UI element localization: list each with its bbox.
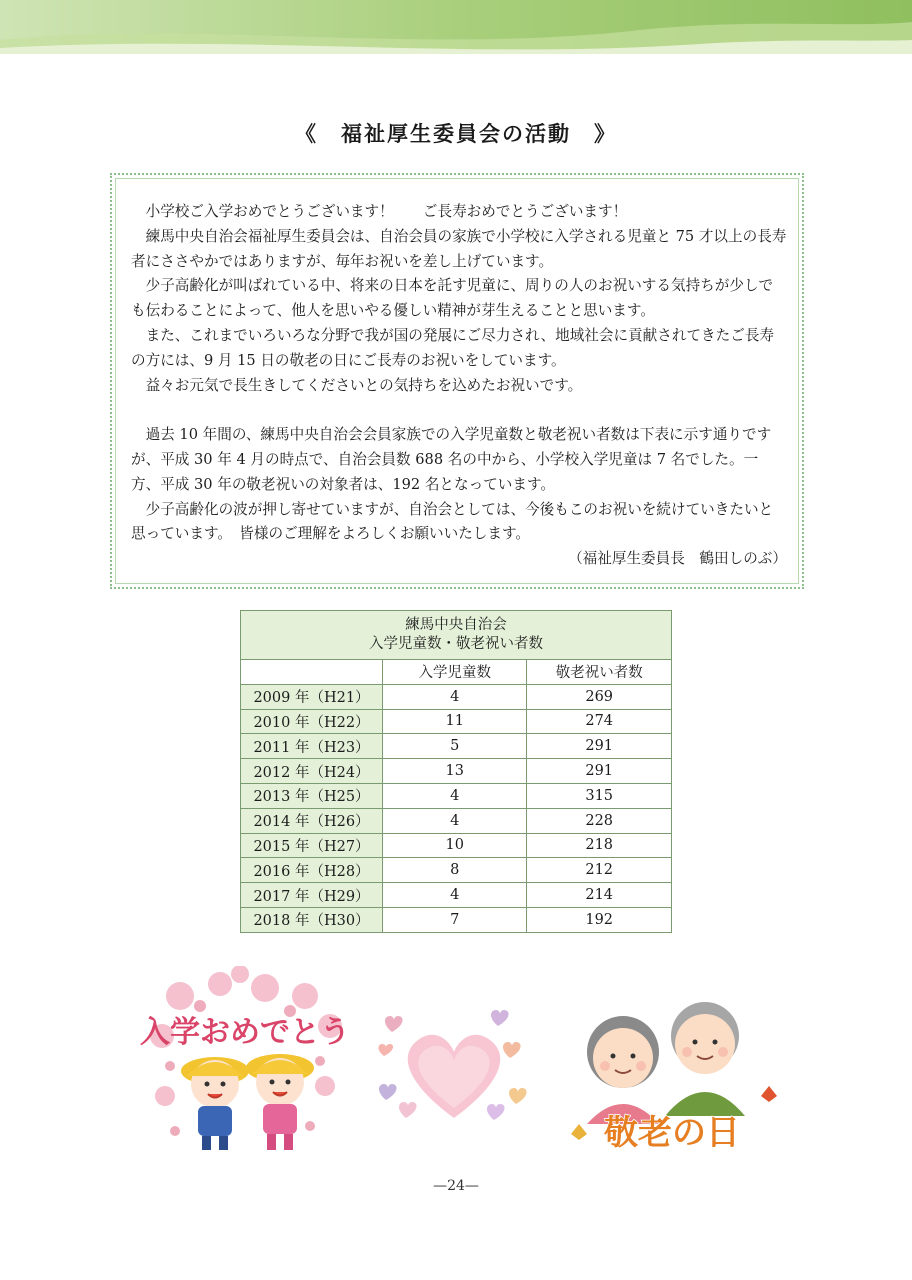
year-cell: 2012 年（H24） xyxy=(241,759,383,784)
year-cell: 2009 年（H21） xyxy=(241,684,383,709)
spacer xyxy=(131,398,787,423)
elders-cell: 228 xyxy=(527,808,672,833)
elders-cell: 192 xyxy=(527,907,672,932)
hearts-icon xyxy=(376,1008,532,1126)
students-cell: 7 xyxy=(382,907,526,932)
paragraph: 小学校ご入学おめでとうございます！ ご長寿おめでとうございます！ xyxy=(145,203,628,220)
year-cell: 2014 年（H26） xyxy=(241,808,383,833)
illustration-text: 敬老の日 xyxy=(604,1113,740,1153)
page-title: 《 福祉厚生委員会の活動 》 xyxy=(295,121,617,146)
elders-cell: 291 xyxy=(527,759,672,784)
year-cell: 2017 年（H29） xyxy=(241,883,383,908)
elders-cell: 315 xyxy=(527,783,672,808)
students-cell: 4 xyxy=(382,808,526,833)
table-row xyxy=(241,734,672,759)
header-banner xyxy=(0,0,912,58)
stats-table xyxy=(240,610,672,933)
illustration-text: 入学おめでとう xyxy=(140,1015,350,1050)
table-row xyxy=(241,833,672,858)
elders-cell: 291 xyxy=(527,734,672,759)
children-cherry-blossom-icon xyxy=(140,966,350,1158)
elders-cell: 274 xyxy=(527,709,672,734)
elders-cell: 218 xyxy=(527,833,672,858)
students-cell: 13 xyxy=(382,759,526,784)
students-cell: 11 xyxy=(382,709,526,734)
table-row xyxy=(241,759,672,784)
table-caption-line2: 入学児童数・敬老祝い者数 xyxy=(369,636,543,652)
students-cell: 10 xyxy=(382,833,526,858)
elderly-couple-icon xyxy=(565,984,780,1156)
column-header-elders: 敬老祝い者数 xyxy=(527,660,672,685)
elders-cell: 269 xyxy=(527,684,672,709)
students-cell: 4 xyxy=(382,783,526,808)
table-caption-line1: 練馬中央自治会 xyxy=(405,617,507,633)
table-row xyxy=(241,858,672,883)
paragraph: 少子高齢化の波が押し寄せていますが、自治会としては、今後もこのお祝いを続けていきたいと思っています。 皆様のご理解をよろしくお願いいたします。 xyxy=(131,500,774,543)
elders-cell: 212 xyxy=(527,858,672,883)
year-cell: 2010 年（H22） xyxy=(241,709,383,734)
table-row xyxy=(241,709,672,734)
year-cell: 2016 年（H28） xyxy=(241,858,383,883)
students-cell: 4 xyxy=(382,883,526,908)
year-cell: 2015 年（H27） xyxy=(241,833,383,858)
column-header-year xyxy=(241,660,383,685)
table-row xyxy=(241,907,672,932)
elders-cell: 214 xyxy=(527,883,672,908)
paragraph: 益々お元気で長生きしてくださいとの気持ちを込めたお祝いです。 xyxy=(145,376,583,394)
column-header-students: 入学児童数 xyxy=(382,660,526,685)
table-row xyxy=(241,783,672,808)
year-cell: 2018 年（H30） xyxy=(241,907,383,932)
paragraph: 少子高齢化が叫ばれている中、将来の日本を託す児童に、周りの人のお祝いする気持ちが少しでも伝わることによって、他人を思いやる優しい精神が芽生えることと思います。 xyxy=(131,277,774,320)
students-cell: 5 xyxy=(382,734,526,759)
students-cell: 8 xyxy=(382,858,526,883)
paragraph: 過去 10 年間の、練馬中央自治会会員家族での入学児童数と敬老祝い者数は下表に示す通りですが、平成 30 年 4 月の時点で、自治会員数 688 名の中から、小学校入学児童は 7 名でした。一方、平成 30 年の敬老祝いの対象者は、192 名となっています。 xyxy=(131,426,772,493)
table-row xyxy=(241,684,672,709)
students-cell: 4 xyxy=(382,684,526,709)
paragraph: また、これまでいろいろな分野で我が国の発展にご尽力され、地域社会に貢献されてきたご長寿の方には、9 月 15 日の敬老の日にご長寿のお祝いをしています。 xyxy=(131,326,775,369)
paragraph: 練馬中央自治会福祉厚生委員会は、自治会員の家族で小学校に入学される児童と 75 才以上の長寿者にささやかではありますが、毎年お祝いを差し上げています。 xyxy=(131,227,787,270)
table-row xyxy=(241,808,672,833)
page-number: —24— xyxy=(433,1178,479,1194)
article-body xyxy=(131,200,787,572)
table-caption xyxy=(241,611,672,660)
signature: （福祉厚生委員長 鶴田しのぶ） xyxy=(568,550,787,568)
table-row xyxy=(241,883,672,908)
year-cell: 2011 年（H23） xyxy=(241,734,383,759)
year-cell: 2013 年（H25） xyxy=(241,783,383,808)
